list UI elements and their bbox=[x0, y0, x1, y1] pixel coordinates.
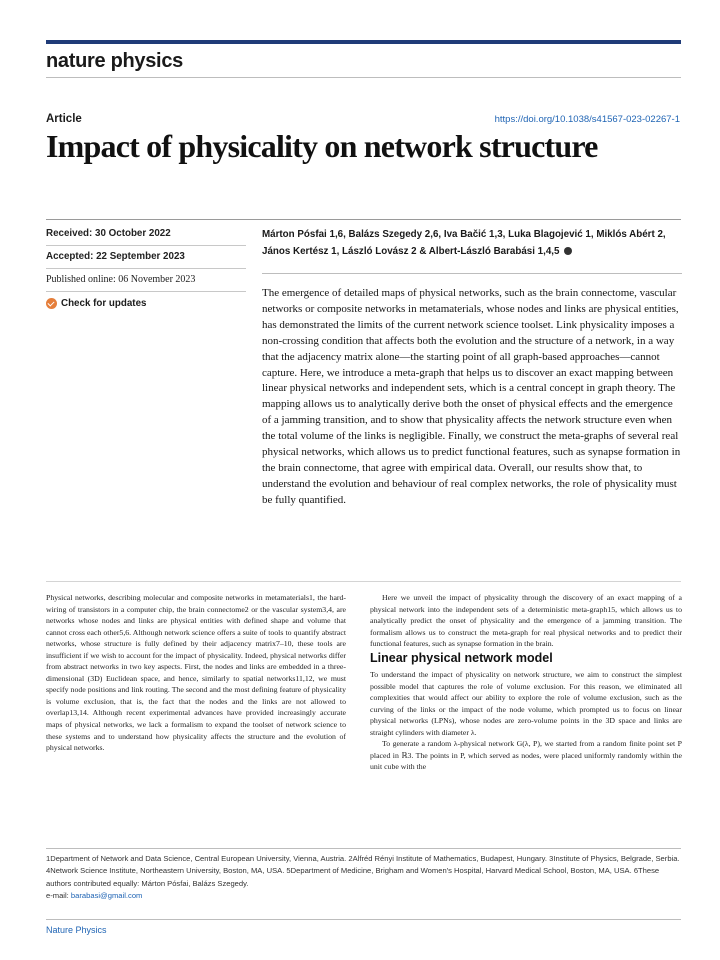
body-column-right bbox=[370, 669, 682, 773]
title-divider bbox=[46, 219, 681, 220]
header-divider bbox=[46, 77, 681, 78]
article-title: Impact of physicality on network structure bbox=[46, 128, 598, 164]
published-date: Published online: 06 November 2023 bbox=[46, 274, 196, 285]
check-for-updates-icon bbox=[46, 298, 57, 309]
section-heading: Linear physical network model bbox=[370, 651, 553, 665]
received-date: Received: 30 October 2022 bbox=[46, 228, 171, 239]
check-for-updates-button[interactable] bbox=[46, 298, 146, 309]
journal-name: nature physics bbox=[46, 50, 183, 72]
authors-text: Márton Pósfai 1,6, Balázs Szegedy 2,6, Iva Bačić 1,3, Luka Blagojević 1, Miklós Abért 2, János Kertész 1, László Lovász 2 & Albert-László Barabási 1,4,5 bbox=[262, 229, 666, 257]
meta-divider bbox=[46, 268, 246, 269]
body-paragraph: To generate a random λ-physical network G(λ, P), we started from a random finite point set P placed in ℝ3. The points in P, which served as nodes, were placed uniformly randomly within the unit cube with the bbox=[370, 739, 682, 772]
email-link[interactable]: barabasi@gmail.com bbox=[70, 890, 143, 900]
accepted-date: Accepted: 22 September 2023 bbox=[46, 251, 185, 262]
email-icon[interactable] bbox=[564, 247, 572, 255]
check-for-updates-label: Check for updates bbox=[61, 298, 147, 309]
meta-divider bbox=[46, 245, 246, 246]
email-label: e-mail: bbox=[46, 890, 69, 900]
abstract: The emergence of detailed maps of physical networks, such as the brain connectome, vascular networks or composite networks in metamaterials, whose nodes and links are physical entities, has demonstrated the limits of the current network science toolset. Link physicality imposes a non-crossing condition that affects both the evolution and the structure of a network, in a way that the adjacency matrix alone—the starting point of all graph-based approaches—cannot capture. Here, we introduce a meta-graph that helps us to discover an exact mapping between linear physical networks and independent sets, which is a central concept in graph theory. The mapping allows us to analytically derive both the onset of physical effects and the emergence of a jamming transition, and to show that physicality affects the network structure even when the total volume of the links is negligible. Finally, we construct the meta-graphs of several real physical networks, which allows us to predict functional features, such as synapse formation in the brain connectome, that agree with empirical data. Overall, our results show that, to understand the evolution and behaviour of real complex networks, the role of physicality must be fully quantified. bbox=[262, 287, 681, 506]
meta-divider bbox=[46, 291, 246, 292]
abstract-divider bbox=[46, 581, 681, 582]
article-type: Article bbox=[46, 113, 82, 125]
body-column-right-intro: Here we unveil the impact of physicality through the discovery of an exact mapping of a physical network into the independent sets of a deterministic meta-graph15, which allows us to analytically predict the onset of physicality and the emergence of a jamming transition. The formalism allows us to construct the meta-graph for real physical networks and to predict their functional features, such as synapse formation in the brain. bbox=[370, 593, 682, 649]
footnote-divider bbox=[46, 848, 681, 849]
body-paragraph: To understand the impact of physicality on network structure, we aim to construct the simplest possible model that captures the role of volume exclusion. For this reason, we eliminated all complexities that would affect our ability to explore the role of volume exclusion, such as the curving of the links or the impact of the node volume, which prompted us to focus on linear physical networks (LPNs), whose nodes are zero-volume points in the 3D space and links are straight cylinders with diameter λ. bbox=[370, 670, 682, 737]
doi-link[interactable]: https://doi.org/10.1038/s41567-023-02267-1 bbox=[494, 114, 680, 125]
body-column-left: Physical networks, describing molecular and composite networks in metamaterials1, the hard-wiring of transistors in a computer chip, the brain connectome2 or the vascular system3,4, are networks whose nodes and links are physical entities with defined shape and volume that cannot cross each other5,6. Although network science offers a suite of tools to quantify abstract networks, whose structure is fully defined by their adjacency matrix7–10, these tools are insufficient if we wish to account for the impact of physicality. Indeed, physical networks differ from abstract networks in two key aspects. First, the nodes and links are embedded in a three-dimensional (3D) Euclidean space, and hence, similarly to spatial networks11,12, we must specify node positions and link routing. The second and the most defining feature of physicality is volume exclusion, that is, the fact that the nodes and the links are not allowed to overlap13,14. Although recent experimental advances have provided increasingly accurate maps of physical networks, we lack a formalism to expand the toolset of network science to these systems and to understand how physicality affects the structure and the evolution of physical networks. bbox=[46, 593, 346, 753]
journal-top-bar bbox=[46, 40, 681, 44]
affiliations-footnote bbox=[46, 853, 682, 902]
footer-divider bbox=[46, 919, 681, 920]
authors-divider bbox=[262, 273, 682, 274]
footer-journal[interactable]: Nature Physics bbox=[46, 925, 107, 935]
affiliations-text: 1Department of Network and Data Science, Central European University, Vienna, Austria. 2Alfréd Rényi Institute of Mathematics, Budapest, Hungary. 3Institute of Physics, Belgrade, Serbia. 4Network Science Institute, Northeastern University, Boston, MA, USA. 5Department of Medicine, Brigham and Women's Hospital, Harvard Medical School, Boston, MA, USA. 6These authors contributed equally: Márton Pósfai, Balázs Szegedy. bbox=[46, 854, 680, 888]
author-list bbox=[262, 226, 682, 260]
